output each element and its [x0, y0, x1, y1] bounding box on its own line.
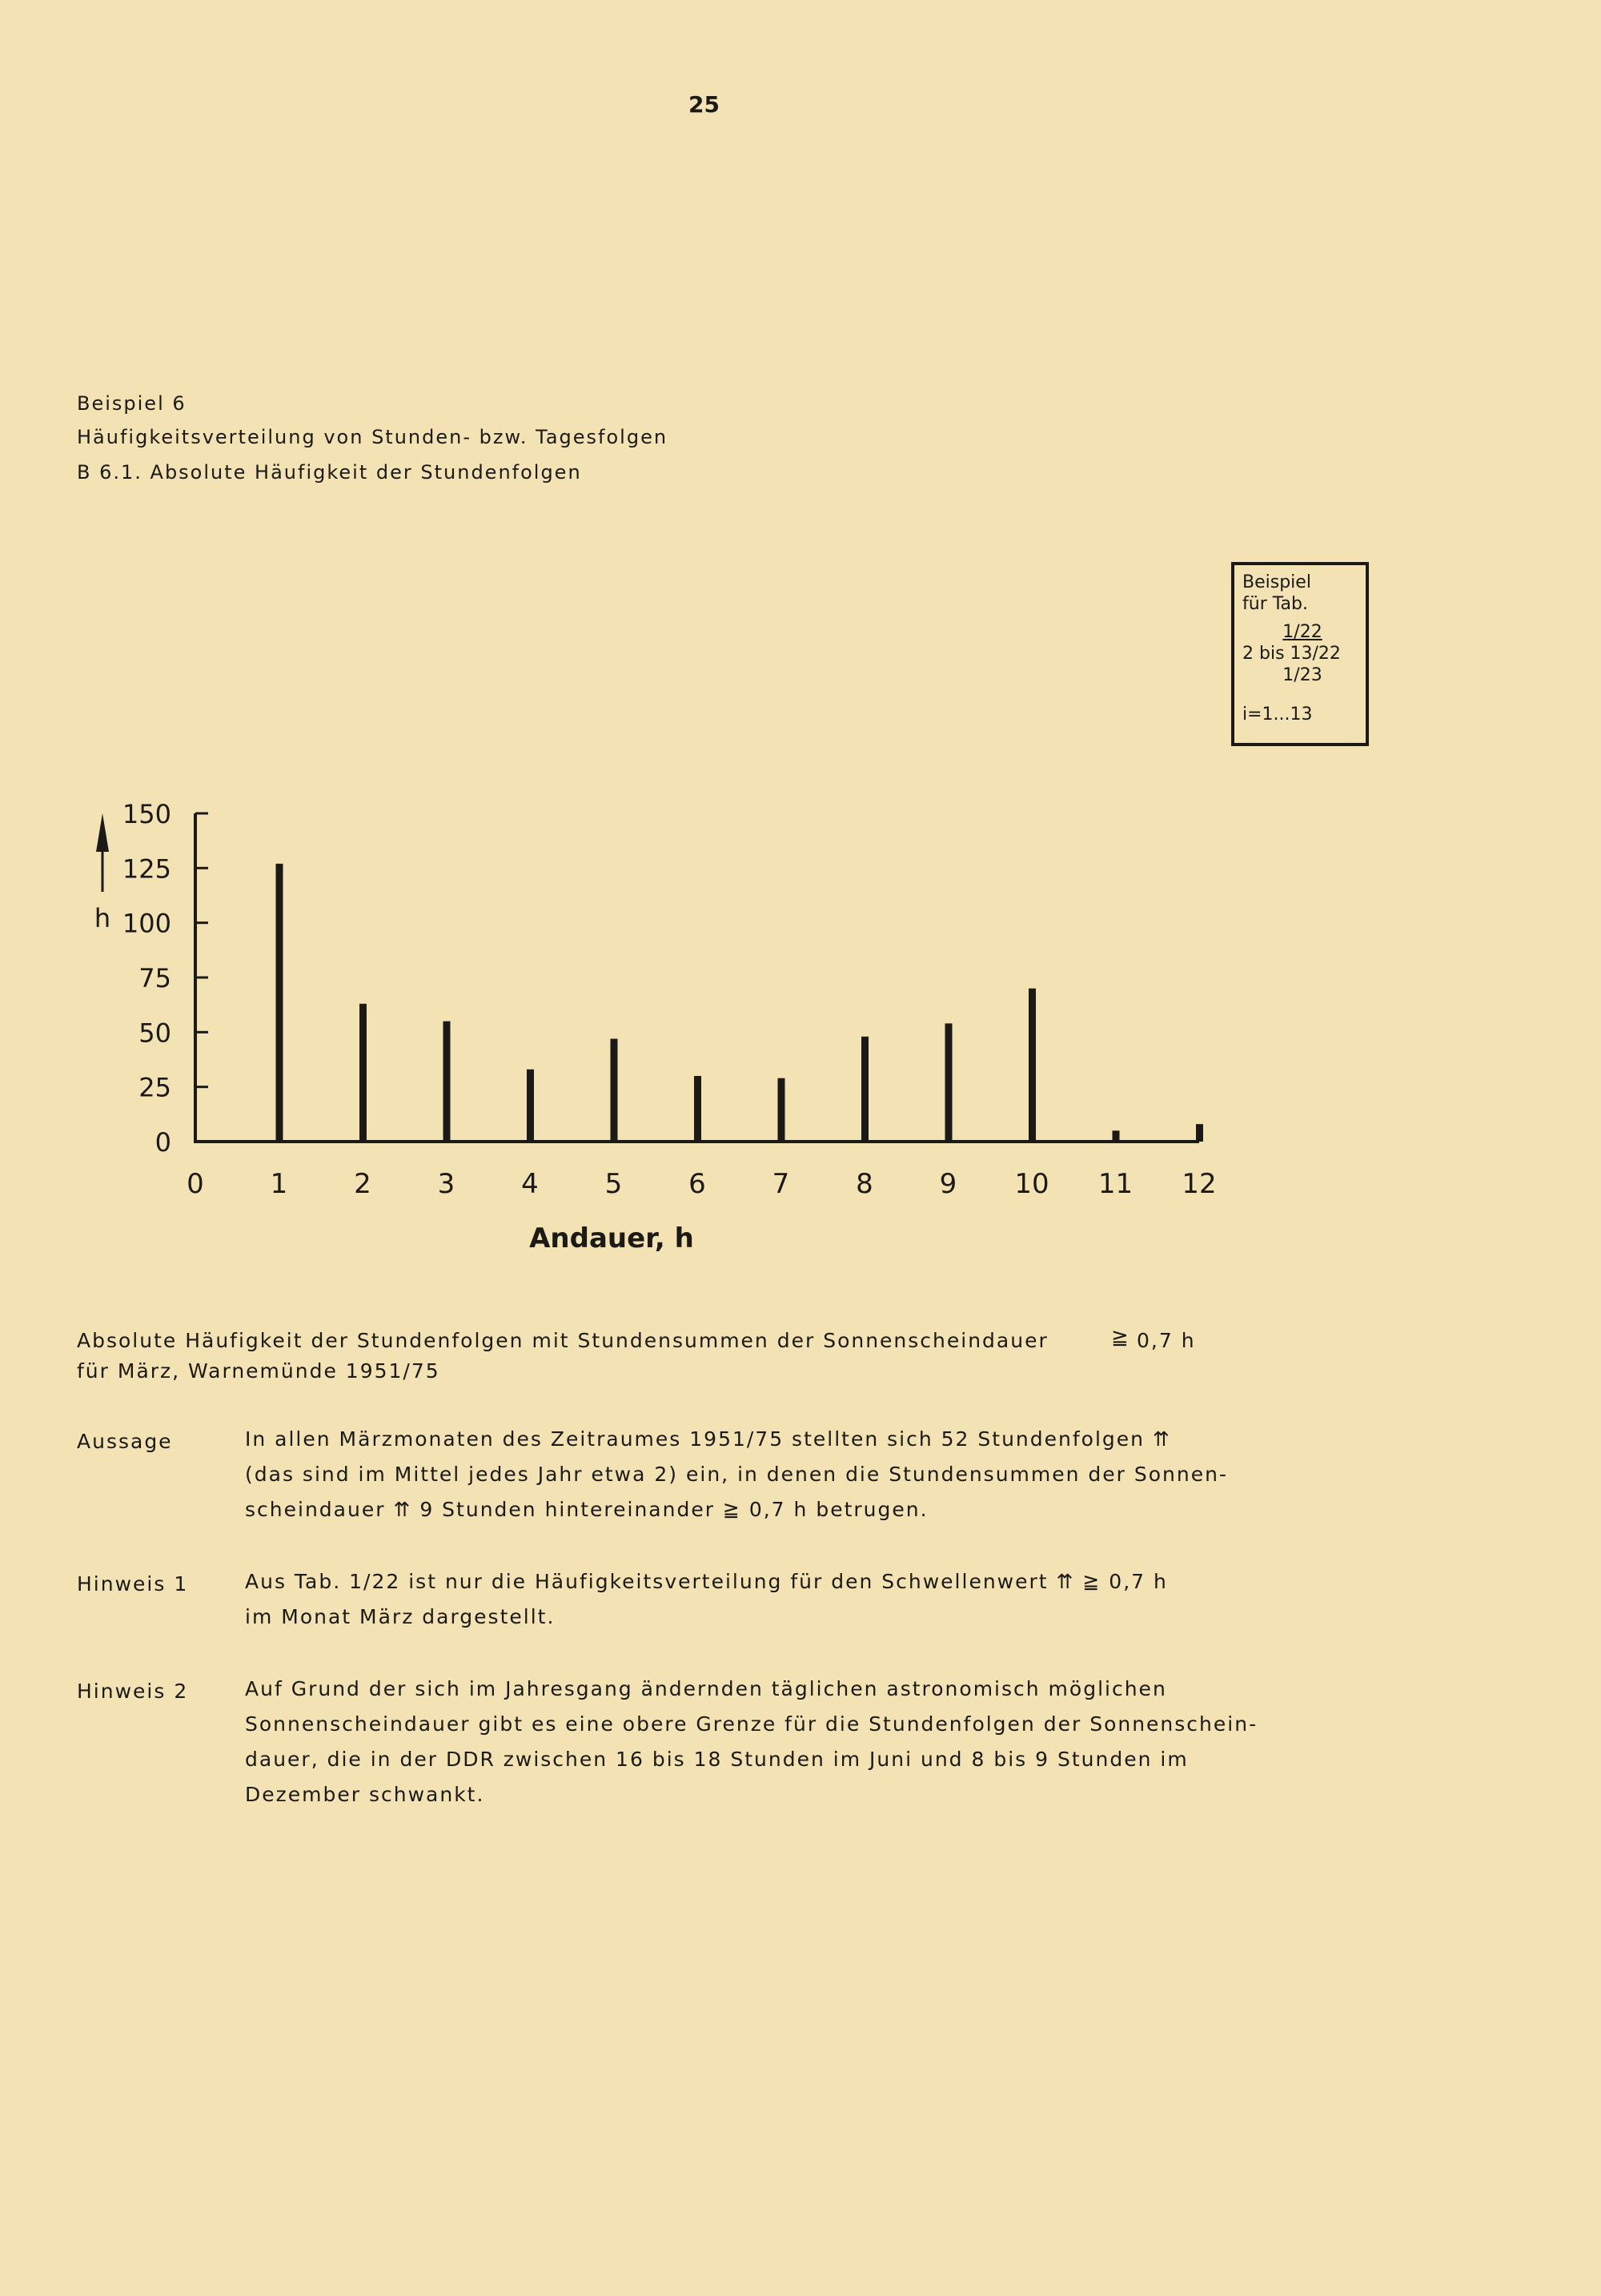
- x-tick-label: 5: [604, 1168, 623, 1200]
- example-box-numerator: 1/22: [1282, 622, 1322, 642]
- y-tick-label: 25: [138, 1072, 171, 1103]
- x-tick-label: 6: [688, 1168, 706, 1200]
- y-tick-label: 150: [122, 799, 171, 829]
- x-tick-label: 1: [270, 1168, 288, 1200]
- bar: [861, 1037, 869, 1142]
- bar: [778, 1078, 785, 1142]
- note-line: scheindauer ⇈ 9 Stunden hintereinander ≧ 0,7 h betrugen.: [245, 1498, 929, 1521]
- x-tick-label: 11: [1097, 1168, 1134, 1200]
- note-line: In allen Märzmonaten des Zeitraumes 1951/75 stellten sich 52 Stundenfolgen ⇈: [245, 1427, 1171, 1451]
- example-box-denominator: 1/23: [1282, 665, 1322, 685]
- y-tick-label: 0: [154, 1127, 171, 1158]
- y-tick-label: 100: [122, 908, 171, 939]
- note-line: im Monat März dargestellt.: [245, 1605, 556, 1628]
- note-text-hinweis-1: [245, 1564, 1168, 1635]
- y-axis-label: h: [94, 903, 111, 933]
- y-tick-label: 75: [138, 963, 171, 993]
- x-tick-label: 0: [187, 1168, 204, 1200]
- y-tick-label: 50: [138, 1018, 171, 1049]
- note-text-hinweis-2: [245, 1672, 1258, 1812]
- x-tick-label: 3: [437, 1168, 455, 1200]
- example-box-line1: Beispiel: [1242, 572, 1311, 592]
- note-line: Dezember schwankt.: [245, 1783, 485, 1806]
- example-box-line2: für Tab.: [1242, 594, 1308, 614]
- x-tick-label: 10: [1014, 1168, 1049, 1200]
- chart-bars: [276, 864, 1204, 1142]
- example-box-range: i=1...13: [1242, 704, 1313, 725]
- x-tick-label: 8: [856, 1168, 873, 1200]
- bar: [359, 1004, 367, 1142]
- x-axis-label: Andauer, h: [529, 1222, 694, 1254]
- chart-ticks: [122, 799, 1217, 1200]
- figure-title: B 6.1. Absolute Häufigkeit der Stundenfolgen: [77, 461, 582, 484]
- note-label-hinweis-2: Hinweis 2: [77, 1680, 189, 1703]
- note-line: Auf Grund der sich im Jahresgang ändernden täglichen astronomisch möglichen: [245, 1677, 1167, 1700]
- caption-threshold: 0,7 h: [1137, 1329, 1196, 1352]
- caption-symbol: ≧: [1111, 1326, 1130, 1350]
- bar: [1029, 989, 1036, 1142]
- x-tick-label: 9: [939, 1168, 957, 1200]
- x-tick-label: 2: [354, 1168, 371, 1200]
- bar: [611, 1039, 618, 1142]
- bar: [1113, 1130, 1120, 1142]
- caption-line-1: Absolute Häufigkeit der Stundenfolgen mit Stundensummen der Sonnenscheindauer: [77, 1329, 1049, 1352]
- note-label-hinweis-1: Hinweis 1: [77, 1572, 189, 1596]
- bar: [443, 1022, 451, 1142]
- page-number: 25: [688, 91, 720, 118]
- note-label-aussage: Aussage: [77, 1430, 173, 1453]
- note-text-aussage: [245, 1422, 1228, 1527]
- x-tick-label: 12: [1182, 1168, 1217, 1200]
- x-tick-label: 4: [521, 1168, 539, 1200]
- y-tick-label: 125: [122, 853, 171, 885]
- bar: [527, 1070, 534, 1142]
- note-line: dauer, die in der DDR zwischen 16 bis 18 Stunden im Juni und 8 bis 9 Stunden im: [245, 1748, 1189, 1771]
- note-line: (das sind im Mittel jedes Jahr etwa 2) ein, in denen die Stundensummen der Sonnen-: [245, 1463, 1228, 1486]
- x-tick-label: 7: [772, 1168, 790, 1200]
- caption-line-2: für März, Warnemünde 1951/75: [77, 1359, 440, 1383]
- y-axis-arrowhead-icon: [96, 813, 109, 852]
- example-title: Beispiel 6: [77, 392, 187, 415]
- bar: [945, 1023, 953, 1142]
- bar: [694, 1076, 701, 1142]
- section-title: Häufigkeitsverteilung von Stunden- bzw. Tagesfolgen: [77, 426, 668, 448]
- note-line: Aus Tab. 1/22 ist nur die Häufigkeitsverteilung für den Schwellenwert ⇈ ≧ 0,7 h: [245, 1570, 1168, 1593]
- note-line: Sonnenscheindauer gibt es eine obere Grenze für die Stundenfolgen der Sonnenschein-: [245, 1712, 1258, 1736]
- example-reference-box: [1231, 562, 1369, 746]
- example-box-middle: 2 bis 13/22: [1242, 644, 1341, 664]
- bar: [1196, 1124, 1203, 1142]
- bar: [276, 864, 283, 1142]
